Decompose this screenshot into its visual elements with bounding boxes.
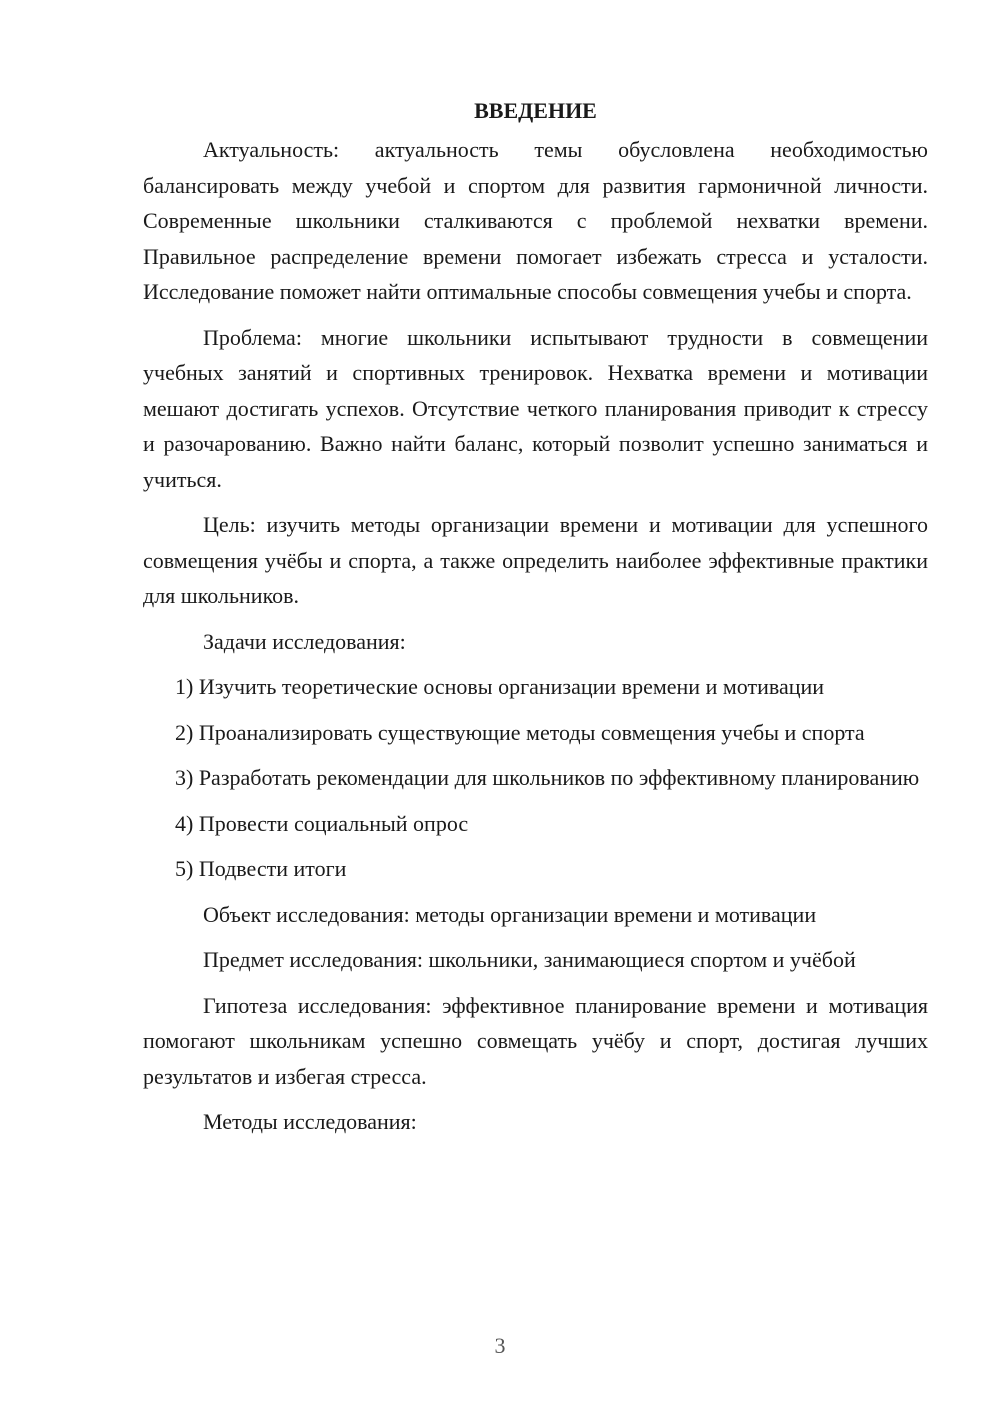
problem-paragraph: Проблема: многие школьники испытывают трудности в совмещении учебных занятий и спортивных тренировок. Нехватка времени и мотивации мешают достигать успехов. Отсутствие четкого планирования приводит к стрессу и разочарованию. Важно найти баланс, который позволит успешно заниматься и учиться. xyxy=(143,324,928,492)
task-item-1: 1) Изучить теоретические основы организации времени и мотивации xyxy=(175,674,825,699)
methods-heading: Методы исследования: xyxy=(203,1109,417,1134)
tasks-heading: Задачи исследования: xyxy=(203,628,406,654)
page-number: 3 xyxy=(494,1333,506,1358)
relevance-paragraph: Актуальность: актуальность темы обусловлена необходимостью балансировать между учебой и спортом для развития гармоничной личности. Современные школьники сталкиваются с проблемой нехватки времени. Правильное распределение времени помогает избежать стресса и усталости. Исследование поможет найти оптимальные способы совмещения учебы и спорта. xyxy=(143,137,928,304)
task-item-4: 4) Провести социальный опрос xyxy=(175,810,469,836)
task-item-3: 3) Разработать рекомендации для школьников по эффективному планированию xyxy=(175,765,920,790)
task-item-5: 5) Подвести итоги xyxy=(175,856,347,881)
section-title: ВВЕДЕНИЕ xyxy=(474,98,597,123)
document-page xyxy=(143,96,928,1150)
research-object: Объект исследования: методы организации времени и мотивации xyxy=(203,901,817,927)
task-item-2: 2) Проанализировать существующие методы совмещения учебы и спорта xyxy=(175,719,865,745)
goal-paragraph: Цель: изучить методы организации времени и мотивации для успешного совмещения учёбы и спорта, а также определить наиболее эффективные практики для школьников. xyxy=(143,512,928,608)
research-hypothesis: Гипотеза исследования: эффективное планирование времени и мотивация помогают школьникам успешно совмещать учёбу и спорт, достигая лучших результатов и избегая стресса. xyxy=(143,992,928,1089)
research-subject: Предмет исследования: школьники, занимающиеся спортом и учёбой xyxy=(203,947,856,972)
